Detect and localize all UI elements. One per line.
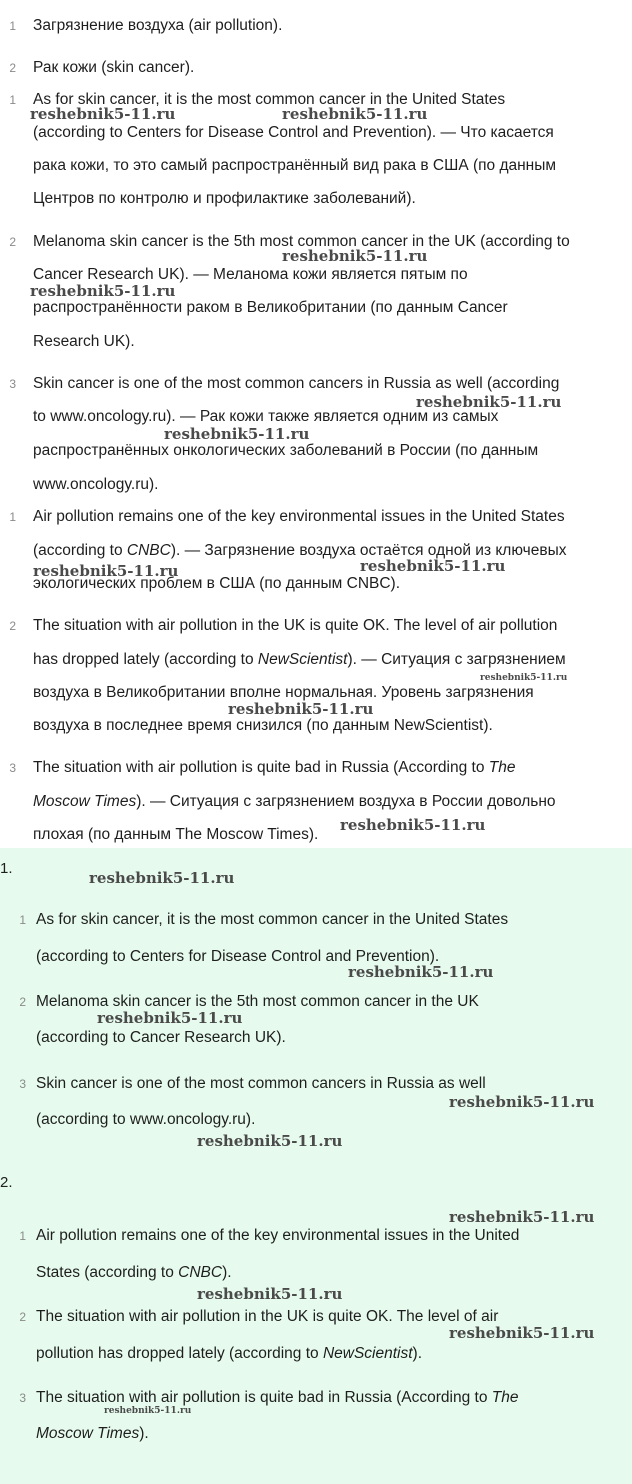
list-item-line: (according to www.oncology.ru).	[36, 1111, 256, 1128]
list-number: 3	[19, 1391, 26, 1405]
list-item-line: Cancer Research UK). — Меланома кожи является пятым по	[33, 266, 468, 283]
list-item-line: As for skin cancer, it is the most common cancer in the United States	[36, 911, 509, 928]
watermark: reshebnik5-11.ru	[197, 1285, 343, 1303]
list-item-line: The situation with air pollution is quite bad in Russia (According to The	[33, 759, 516, 776]
list-number: 3	[9, 761, 16, 775]
list-item-line: Melanoma skin cancer is the 5th most common cancer in the UK	[36, 993, 479, 1010]
list-item: Рак кожи (skin cancer).	[33, 59, 195, 76]
list-number: 1	[19, 1229, 26, 1243]
list-item-line: распространённости раком в Великобритании (по данным Cancer	[33, 299, 508, 316]
list-item-line: Air pollution remains one of the key environmental issues in the United	[36, 1227, 520, 1244]
section-number: 1.	[0, 860, 13, 877]
watermark: reshebnik5-11.ru	[348, 963, 494, 981]
list-item-line: Центров по контролю и профилактике заболеваний).	[33, 190, 416, 207]
list-number: 2	[9, 235, 16, 249]
list-number: 2	[9, 619, 16, 633]
list-item-line: to www.oncology.ru). — Рак кожи также является одним из самых	[33, 408, 499, 425]
list-item-line: As for skin cancer, it is the most common cancer in the United States	[33, 91, 506, 108]
list-item-line: Skin cancer is one of the most common cancers in Russia as well (according	[33, 375, 560, 392]
watermark: reshebnik5-11.ru	[282, 105, 428, 123]
list-number: 1	[19, 913, 26, 927]
watermark: reshebnik5-11.ru	[480, 673, 568, 683]
watermark: reshebnik5-11.ru	[416, 393, 562, 411]
watermark: reshebnik5-11.ru	[449, 1093, 595, 1111]
list-item-line: Skin cancer is one of the most common cancers in Russia as well	[36, 1075, 486, 1092]
watermark: reshebnik5-11.ru	[282, 247, 428, 265]
list-item-line: (according to Centers for Disease Control and Prevention). — Что касается	[33, 124, 554, 141]
watermark: reshebnik5-11.ru	[30, 105, 176, 123]
list-number: 3	[19, 1077, 26, 1091]
watermark: reshebnik5-11.ru	[164, 425, 310, 443]
list-item-line: Air pollution remains one of the key environmental issues in the United States	[33, 508, 565, 525]
list-item-line: www.oncology.ru).	[33, 476, 159, 493]
list-item-line: Research UK).	[33, 333, 135, 350]
list-item-line: pollution has dropped lately (according to NewScientist).	[36, 1345, 422, 1362]
list-item-line: (according to CNBC). — Загрязнение воздуха остаётся одной из ключевых	[33, 542, 567, 559]
watermark: reshebnik5-11.ru	[228, 700, 374, 718]
list-number: 3	[9, 377, 16, 391]
list-item-line: Moscow Times).	[36, 1425, 149, 1442]
watermark: reshebnik5-11.ru	[30, 282, 176, 300]
list-item-line: экологических проблем в США (по данным CNBC).	[33, 575, 401, 592]
list-item-line: воздуха в Великобритании вполне нормальная. Уровень загрязнения	[33, 684, 534, 701]
list-number: 1	[9, 19, 16, 33]
list-item-line: (according to Cancer Research UK).	[36, 1029, 286, 1046]
list-item-line: States (according to CNBC).	[36, 1264, 232, 1281]
list-number: 1	[9, 510, 16, 524]
list-item-line: The situation with air pollution is quite bad in Russia (According to The	[36, 1389, 519, 1406]
list-item-line: рака кожи, то это самый распространённый вид рака в США (по данным	[33, 157, 557, 174]
list-number: 2	[19, 1310, 26, 1324]
section-number: 2.	[0, 1174, 13, 1191]
watermark: reshebnik5-11.ru	[449, 1208, 595, 1226]
list-number: 2	[9, 61, 16, 75]
watermark: reshebnik5-11.ru	[449, 1324, 595, 1342]
list-number: 2	[19, 995, 26, 1009]
watermark: reshebnik5-11.ru	[104, 1406, 192, 1416]
list-item-line: (according to Centers for Disease Control and Prevention).	[36, 948, 440, 965]
list-item-line: воздуха в последнее время снизился (по данным NewScientist).	[33, 717, 493, 734]
list-item: Загрязнение воздуха (air pollution).	[33, 17, 283, 34]
list-item-line: The situation with air pollution in the UK is quite OK. The level of air	[36, 1308, 499, 1325]
list-number: 1	[9, 93, 16, 107]
list-item-line: распространённых онкологических заболеваний в России (по данным	[33, 442, 539, 459]
list-item-line: плохая (по данным The Moscow Times).	[33, 826, 319, 843]
list-item-line: Melanoma skin cancer is the 5th most common cancer in the UK (according to	[33, 233, 570, 250]
watermark: reshebnik5-11.ru	[97, 1009, 243, 1027]
watermark: reshebnik5-11.ru	[89, 869, 235, 887]
watermark: reshebnik5-11.ru	[360, 557, 506, 575]
list-item-line: has dropped lately (according to NewScientist). — Ситуация с загрязнением	[33, 651, 566, 668]
watermark: reshebnik5-11.ru	[340, 816, 486, 834]
list-item-line: The situation with air pollution in the UK is quite OK. The level of air pollution	[33, 617, 558, 634]
watermark: reshebnik5-11.ru	[197, 1132, 343, 1150]
list-item-line: Moscow Times). — Ситуация с загрязнением воздуха в России довольно	[33, 793, 556, 810]
watermark: reshebnik5-11.ru	[33, 562, 179, 580]
